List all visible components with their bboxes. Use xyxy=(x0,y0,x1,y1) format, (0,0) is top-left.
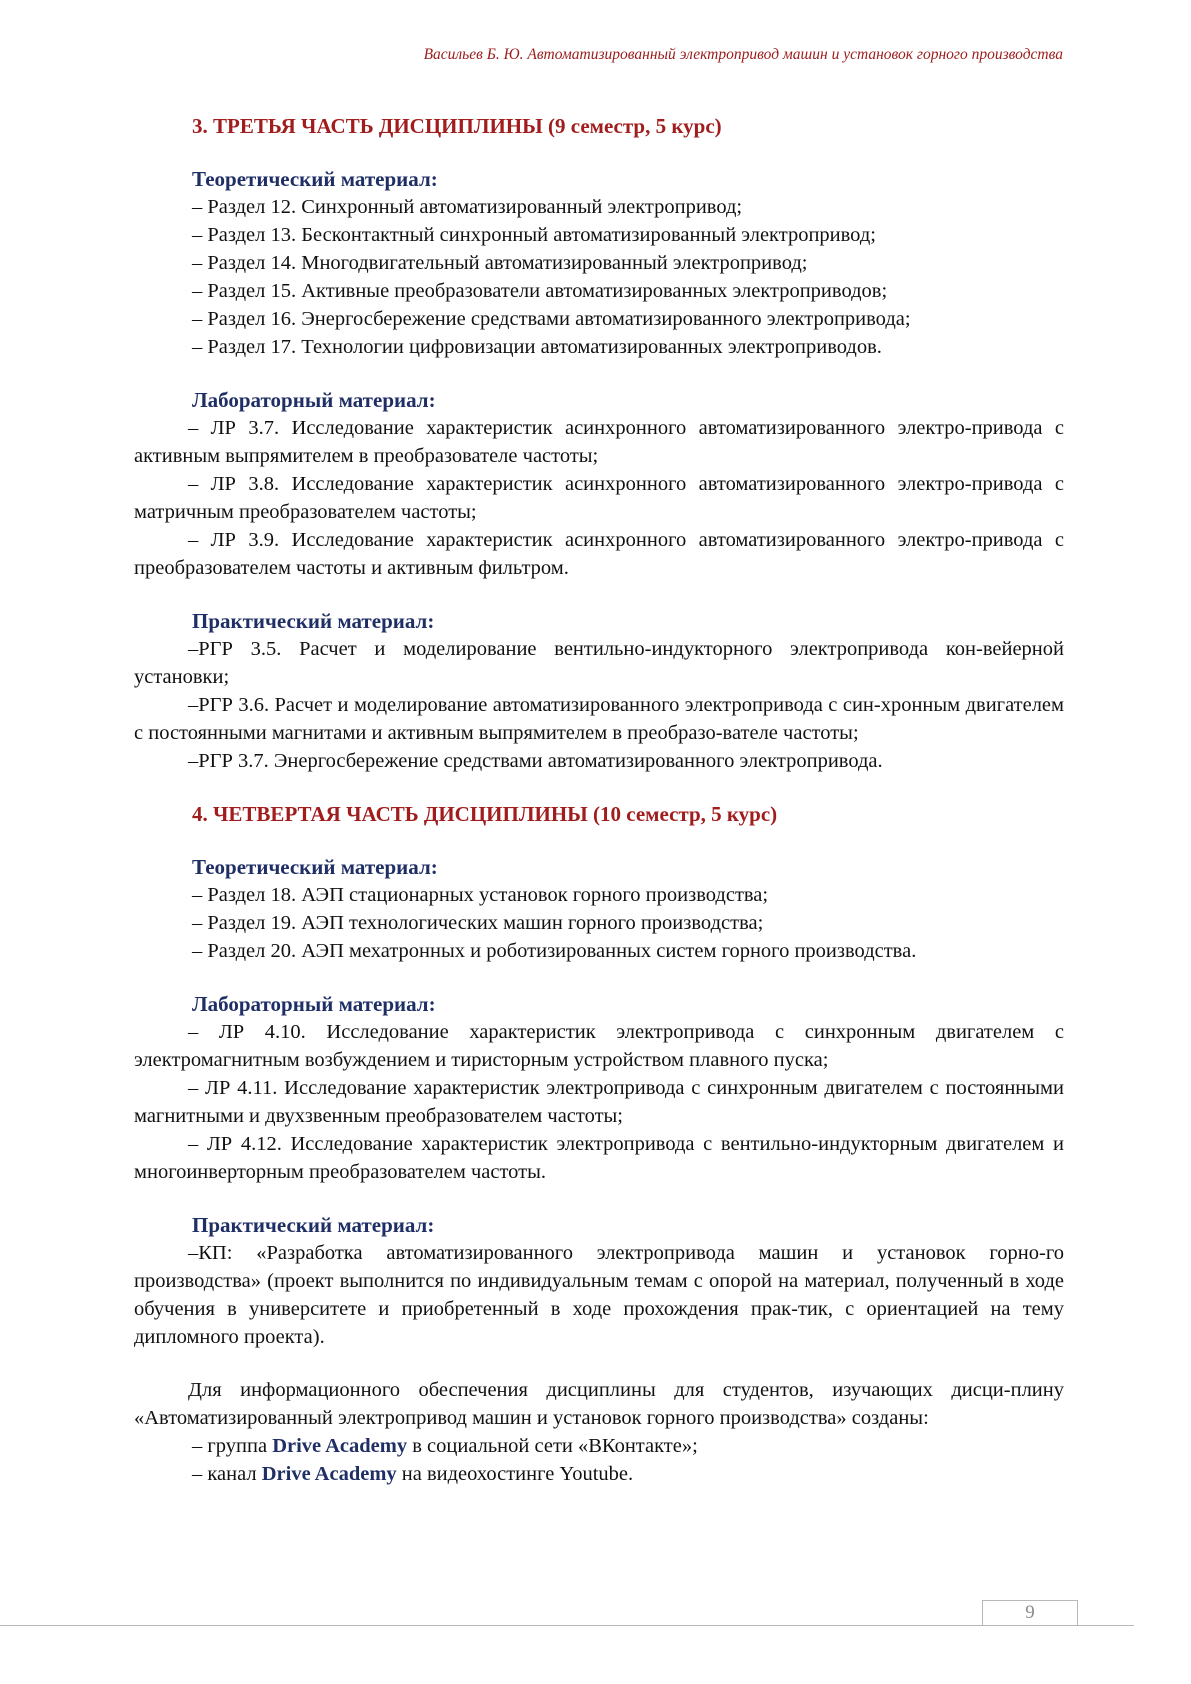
part3-theory-item: – Раздел 13. Бесконтактный синхронный автоматизированный электропривод; xyxy=(192,224,876,246)
part3-practice-item: –РГР 3.5. Расчет и моделирование вентильно-индукторного электропривода кон-вейерной установки; xyxy=(134,638,1064,688)
yt-suffix: на видеохостинге Youtube. xyxy=(396,1463,634,1485)
part3-lab-item: – ЛР 3.9. Исследование характеристик асинхронного автоматизированного электро-привода с преобразователем частоты и активным фильтром. xyxy=(134,529,1064,579)
part3-practice-title: Практический материал: xyxy=(192,609,435,633)
part4-theory-item: – Раздел 20. АЭП мехатронных и роботизированных систем горного производства. xyxy=(192,940,917,962)
part3-title: 3. ТРЕТЬЯ ЧАСТЬ ДИСЦИПЛИНЫ (9 семестр, 5 курс) xyxy=(192,114,722,138)
part4-theory-title: Теоретический материал: xyxy=(192,855,438,879)
part3-theory-item: – Раздел 14. Многодвигательный автоматизированный электропривод; xyxy=(192,252,808,274)
part3-theory-item: – Раздел 15. Активные преобразователи автоматизированных электроприводов; xyxy=(192,280,888,302)
part4-lab-item: – ЛР 4.11. Исследование характеристик электропривода с синхронным двигателем с постоянными магнитными и двухзвенным преобразователем частоты; xyxy=(134,1077,1064,1127)
page-content xyxy=(134,112,1064,1488)
part3-theory-item: – Раздел 12. Синхронный автоматизированный электропривод; xyxy=(192,196,743,218)
info-paragraph: Для информационного обеспечения дисциплины для студентов, изучающих дисци-плину «Автоматизированный электропривод машин и установок горного производства» созданы: xyxy=(134,1379,1064,1429)
part4-lab-title: Лабораторный материал: xyxy=(192,992,436,1016)
vk-brand-name: Drive Academy xyxy=(272,1435,408,1457)
part3-theory-item: – Раздел 17. Технологии цифровизации автоматизированных электроприводов. xyxy=(192,336,882,358)
part3-theory-title: Теоретический материал: xyxy=(192,167,438,191)
vk-group-line xyxy=(192,1432,1064,1460)
vk-prefix: – группа xyxy=(192,1435,273,1457)
page-number: 9 xyxy=(982,1600,1078,1625)
part4-title: 4. ЧЕТВЕРТАЯ ЧАСТЬ ДИСЦИПЛИНЫ (10 семестр, 5 курс) xyxy=(192,802,778,826)
part3-theory-item: – Раздел 16. Энергосбережение средствами автоматизированного электропривода; xyxy=(192,308,911,330)
part4-practice-title: Практический материал: xyxy=(192,1213,435,1237)
part3-practice-item: –РГР 3.7. Энергосбережение средствами автоматизированного электропривода. xyxy=(188,750,883,772)
part3-lab-item: – ЛР 3.8. Исследование характеристик асинхронного автоматизированного электро-привода с матричным преобразователем частоты; xyxy=(134,473,1064,523)
part3-lab-item: – ЛР 3.7. Исследование характеристик асинхронного автоматизированного электро-привода с активным выпрямителем в преобразователе частоты; xyxy=(134,417,1064,467)
part4-practice-item: –КП: «Разработка автоматизированного электропривода машин и установок горно-го производства» (проект выполнится по индивидуальным темам с опорой на материал, полученный в ходе обучения в университете и приобретенный в ходе прохождения прак-тик, с ориентацией на тему дипломного проекта). xyxy=(134,1242,1064,1348)
yt-brand-name: Drive Academy xyxy=(261,1463,397,1485)
part4-theory-item: – Раздел 19. АЭП технологических машин горного производства; xyxy=(192,912,764,934)
part4-lab-item: – ЛР 4.12. Исследование характеристик электропривода с вентильно-индукторным двигателем и многоинверторным преобразователем частоты. xyxy=(134,1133,1064,1183)
part4-theory-item: – Раздел 18. АЭП стационарных установок горного производства; xyxy=(192,884,769,906)
youtube-channel-line xyxy=(192,1460,1064,1488)
running-header: Васильев Б. Ю. Автоматизированный электропривод машин и установок горного производства xyxy=(423,46,1063,63)
part3-lab-title: Лабораторный материал: xyxy=(192,388,436,412)
footer-rule xyxy=(0,1625,1134,1626)
yt-prefix: – канал xyxy=(192,1463,262,1485)
vk-suffix: в социальной сети «ВКонтакте»; xyxy=(407,1435,698,1457)
part3-practice-item: –РГР 3.6. Расчет и моделирование автоматизированного электропривода с син-хронным двигателем с постоянными магнитами и активным выпрямителем в преобразо-вателе частоты; xyxy=(134,694,1064,744)
part4-lab-item: – ЛР 4.10. Исследование характеристик электропривода с синхронным двигателем с электромагнитным возбуждением и тиристорным устройством плавного пуска; xyxy=(134,1021,1064,1071)
